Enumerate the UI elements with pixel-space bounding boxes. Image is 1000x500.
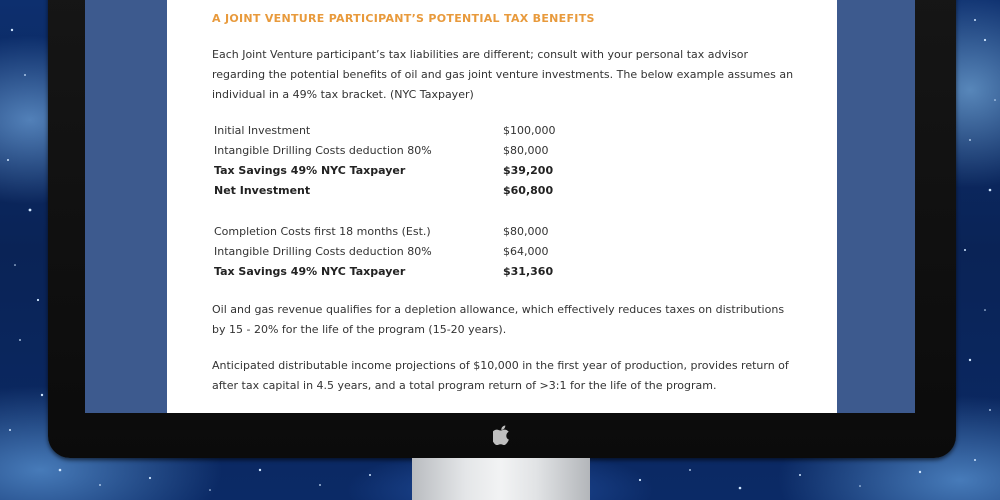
table1-row-label: Initial Investment: [214, 124, 311, 137]
intro-paragraph: Each Joint Venture participant’s tax liabilities are different; consult with your personal tax advisor regarding the potential benefits of oil and gas joint venture investments. The below example assumes an individual in a 49% tax bracket. (NYC Taxpayer): [212, 48, 794, 101]
table1-row-label: Tax Savings 49% NYC Taxpayer: [214, 164, 406, 177]
table1-row-label: Net Investment: [214, 184, 311, 197]
apple-logo-icon: [493, 425, 511, 445]
table1-row-value: $60,800: [503, 184, 554, 197]
table1-row-value: $80,000: [503, 144, 549, 157]
table2-row-label: Completion Costs first 18 months (Est.): [214, 225, 431, 238]
section-heading: A JOINT VENTURE PARTICIPANT’S POTENTIAL TAX BENEFITS: [212, 12, 595, 25]
monitor-stand: [412, 458, 590, 500]
table2-row-value: $80,000: [503, 225, 549, 238]
table2-row-label: Intangible Drilling Costs deduction 80%: [214, 245, 432, 258]
income-paragraph: Anticipated distributable income projections of $10,000 in the first year of production, provides return of after tax capital in 4.5 years, and a total program return of >3:1 for the life of the program.: [212, 359, 789, 392]
table1-row-value: $39,200: [503, 164, 554, 177]
table2-row-value: $31,360: [503, 265, 554, 278]
table2-row-value: $64,000: [503, 245, 549, 258]
table2-row-label: Tax Savings 49% NYC Taxpayer: [214, 265, 406, 278]
table1-row-label: Intangible Drilling Costs deduction 80%: [214, 144, 432, 157]
depletion-paragraph: Oil and gas revenue qualifies for a depletion allowance, which effectively reduces taxes on distributions by 15 - 20% for the life of the program (15-20 years).: [212, 303, 785, 336]
table1-row-value: $100,000: [503, 124, 556, 137]
